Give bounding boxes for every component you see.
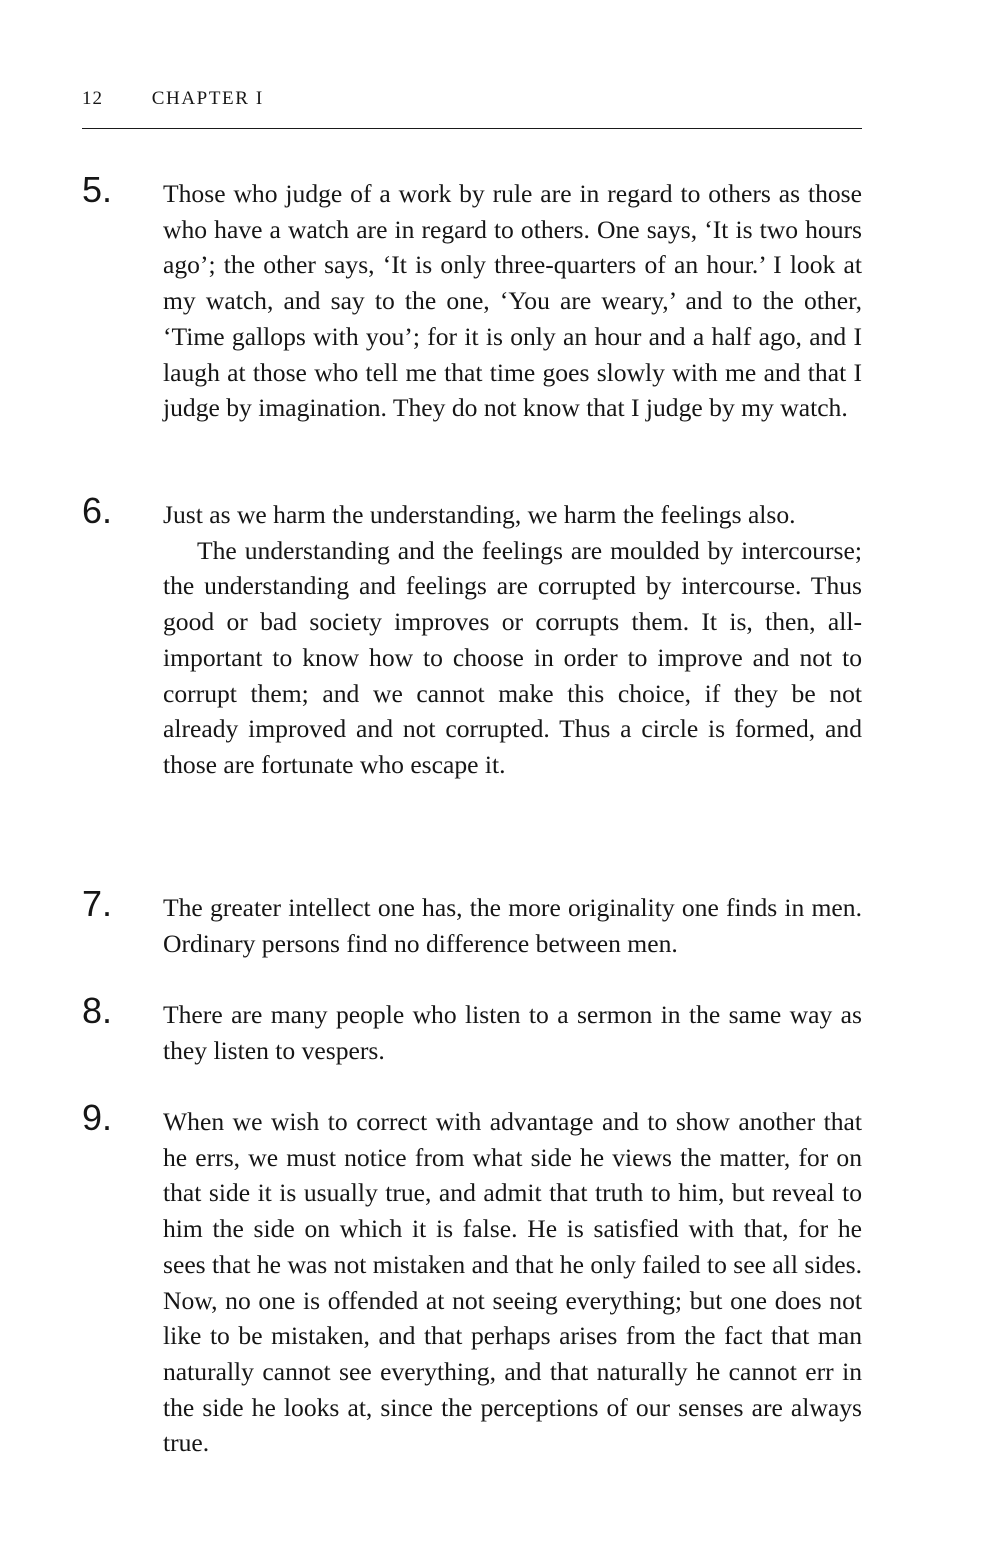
entry-body: [163, 890, 862, 961]
entry-body: [163, 497, 862, 783]
paragraph: The greater intellect one has, the more originality one finds in men. Ordinary persons find no difference between men.: [163, 893, 862, 958]
page-number: 12: [82, 88, 103, 109]
entry-number: 8.: [82, 990, 113, 1031]
entry-number: 9.: [82, 1097, 113, 1138]
chapter-title: CHAPTER I: [151, 88, 264, 109]
entry-body: [163, 997, 862, 1068]
running-head: [82, 88, 862, 120]
paragraph: Just as we harm the understanding, we harm the feelings also.: [163, 500, 796, 529]
paragraph: When we wish to correct with advantage and to show another that he errs, we must notice from what side he views the matter, for on that side it is usually true, and admit that truth to him, but reveal to him the side on which it is false. He is satisfied with that, for he sees that he was not mistaken and that he only failed to see all sides. Now, no one is offended at not seeing everything; but one does not like to be mistaken, and that perhaps arises from the fact that man naturally cannot see everything, and that naturally he cannot err in the side he looks at, since the perceptions of our senses are always true.: [163, 1107, 862, 1458]
entry-number: 6.: [82, 490, 113, 531]
entry-number: 7.: [82, 883, 113, 924]
paragraph: Those who judge of a work by rule are in regard to others as those who have a watch are in regard to others. One says, ‘It is two hours ago’; the other says, ‘It is only three-quarters of an hour.’ I look at my watch, and say to the one, ‘You are weary,’ and to the other, ‘Time gallops with you’; for it is only an hour and a half ago, and I laugh at those who tell me that time goes slowly with me and that I judge by imagination. They do not know that I judge by my watch.: [163, 179, 862, 423]
paragraph: The understanding and the feelings are moulded by intercourse; the understanding and feelings are corrupted by intercourse. Thus good or bad society improves or corrupts them. It is, then, all-important to know how to choose in order to improve and not to corrupt them; and we cannot make this choice, if they be not already improved and not corrupted. Thus a circle is formed, and those are fortunate who escape it.: [163, 535, 862, 779]
entry-body: [163, 1104, 862, 1461]
entry-number: 5.: [82, 169, 113, 210]
header-rule: [82, 128, 862, 129]
entry-body: [163, 176, 862, 426]
paragraph: There are many people who listen to a sermon in the same way as they listen to vespers.: [163, 1000, 862, 1065]
